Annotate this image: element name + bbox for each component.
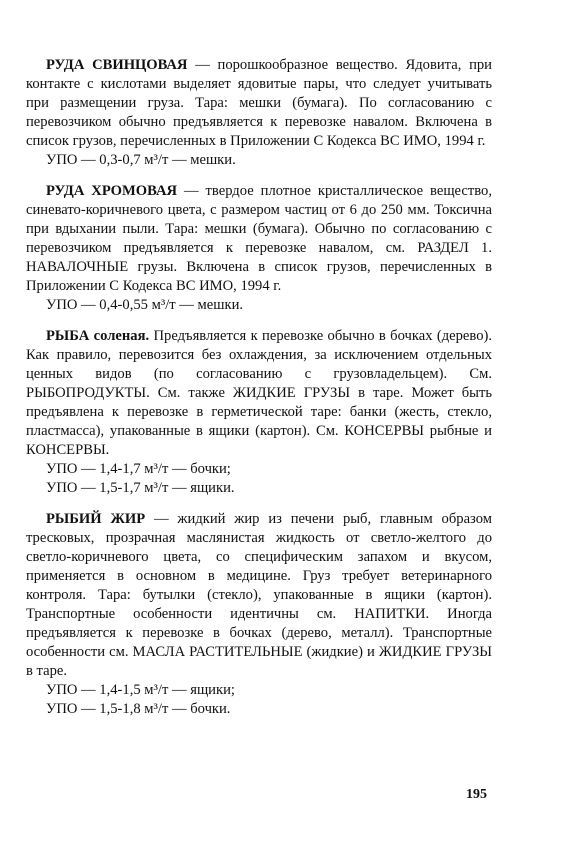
entry-paragraph [26, 56, 492, 151]
upo-line: УПО — 1,4-1,5 м³/т — ящики; [46, 682, 235, 698]
entry-rybiy-zhir [26, 510, 492, 719]
entry-paragraph [26, 327, 492, 460]
entry-text: — жидкий жир из печени рыб, главным образом тресковых, прозрачная маслянистая жидкость от светло-желтого до светло-коричневого цвета, со специфическим запахом и вкусом, применяется в основном в медицине. Груз требует ветеринарного контроля. Тара: бутылки (стекло), упакованные в ящики (картон). Транспортные особенности идентичны см. НАПИТКИ. Иногда предъявляется к перевозке в бочках (дерево, металл). Транспортные особенности см. МАСЛА РАСТИТЕЛЬНЫЕ (жидкие) и ЖИДКИЕ ГРУЗЫ в таре. [26, 511, 492, 679]
entry-ruda-svintsovaya [26, 56, 492, 170]
entry-text: — твердое плотное кристаллическое вещество, синевато-коричневого цвета, с размером частиц от 6 до 250 мм. Токсична при вдыхании пыли. Тара: мешки (бумага). Обычно по согласованию с перевозчиком предъявляется к перевозке навалом, см. РАЗДЕЛ 1. НАВАЛОЧНЫЕ грузы. Включена в список грузов, перечисленных в Приложении С Кодекса ВС ИМО, 1994 г. [26, 183, 492, 294]
entry-term: РУДА ХРОМОВАЯ [46, 183, 178, 199]
page-number: 195 [466, 787, 487, 802]
upo-line: УПО — 1,5-1,8 м³/т — бочки. [46, 701, 231, 717]
entry-term: РЫБА соленая. [46, 328, 150, 344]
entry-text: — порошкообразное вещество. Ядовита, при контакте с кислотами выделяет ядовитые пары, что следует учитывать при размещении груза. Тара: мешки (бумага). По согласованию с перевозчиком обычно предъявляется к перевозке навалом. Включена в список грузов, перечисленных в Приложении С Кодекса ВС ИМО, 1994 г. [26, 57, 492, 149]
entry-ruda-khromovaya [26, 182, 492, 315]
entry-paragraph [26, 510, 492, 681]
entry-ryba-solenaya [26, 327, 492, 498]
upo-line: УПО — 1,4-1,7 м³/т — бочки; [46, 461, 231, 477]
entry-term: РЫБИЙ ЖИР [46, 511, 146, 527]
entry-term: РУДА СВИНЦОВАЯ [46, 57, 188, 73]
upo-line: УПО — 1,5-1,7 м³/т — ящики. [46, 480, 235, 496]
entry-paragraph [26, 182, 492, 296]
upo-line: УПО — 0,4-0,55 м³/т — мешки. [46, 297, 244, 313]
entry-text: Предъявляется к перевозке обычно в бочках (дерево). Как правило, перевозится без охлаждения, за исключением отдельных ценных видов (по согласованию с грузовладельцем). См. РЫБОПРОДУКТЫ. См. также ЖИДКИЕ ГРУЗЫ в таре. Может быть предъявлена к перевозке в герметической таре: банки (жесть, стекло, пластмасса), упакованные в ящики (картон). См. КОНСЕРВЫ рыбные и КОНСЕРВЫ. [26, 328, 493, 458]
page-body [26, 56, 492, 731]
upo-line: УПО — 0,3-0,7 м³/т — мешки. [46, 152, 236, 168]
